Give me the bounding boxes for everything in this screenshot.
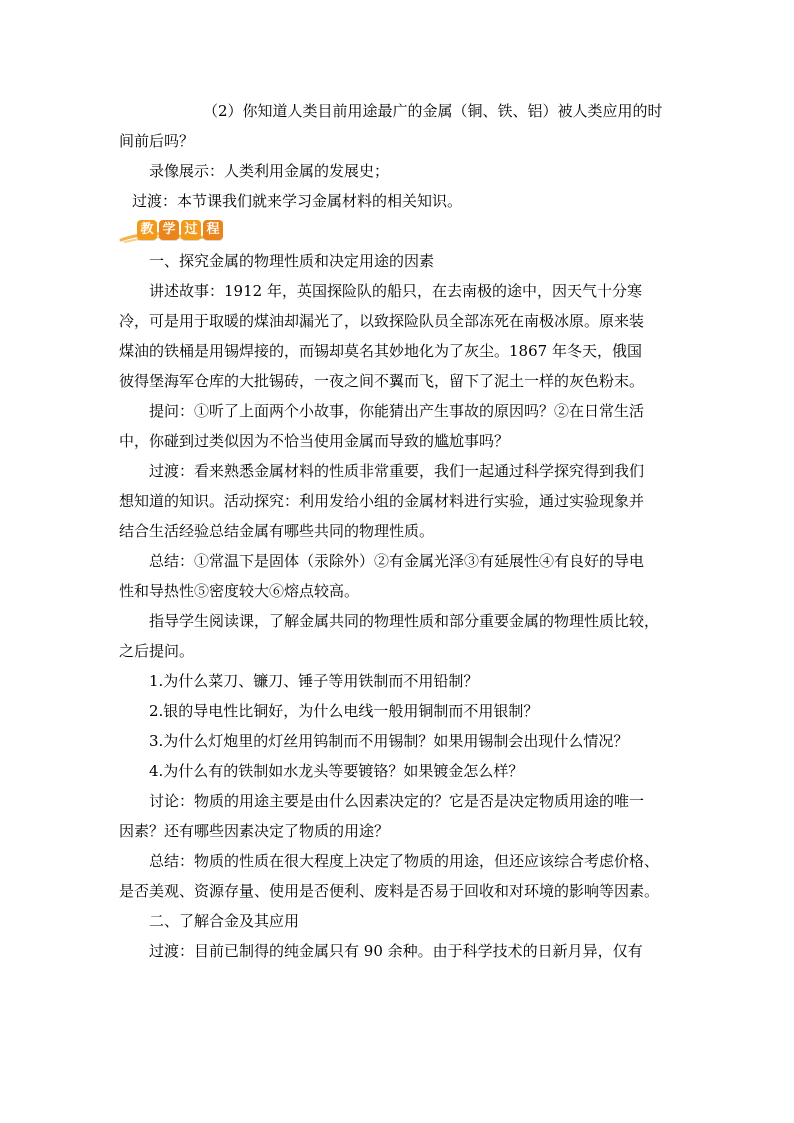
transition-2-line-1: 过渡：看来熟悉金属材料的性质非常重要，我们一起通过科学探究得到我们 <box>149 462 645 480</box>
summary-2-line-2: 是否美观、资源存量、使用是否便利、废料是否易于回收和对环境的影响等因素。 <box>119 882 660 900</box>
numbered-question-3: 3.为什么灯炮里的灯丝用钨制而不用锡制？如果用锡制会出现什么情况？ <box>149 732 629 750</box>
banner-char-2: 学 <box>159 220 179 240</box>
discussion-line-2: 因素？还有哪些因素决定了物质的用途？ <box>119 822 390 840</box>
banner-char-1: 教 <box>137 220 157 240</box>
story-line-1: 讲述故事：1912 年，英国探险队的船只，在去南极的途中，因天气十分寒 <box>149 282 642 300</box>
transition-2-line-3: 结合生活经验总结金属有哪些共同的物理性质。 <box>119 522 435 540</box>
section-2-heading: 二、了解合金及其应用 <box>149 912 300 930</box>
question-line-2: 中，你碰到过类似因为不恰当使用金属而导致的尴尬事吗？ <box>119 432 510 450</box>
summary-line-2: 性和导热性⑤密度较大⑥熔点较高。 <box>119 582 360 600</box>
banner-title <box>137 220 223 240</box>
guide-reading-line-1: 指导学生阅读课，了解金属共同的物理性质和部分重要金属的物理性质比较， <box>149 612 660 630</box>
guide-reading-line-2: 之后提问。 <box>119 642 195 660</box>
teaching-process-banner <box>119 216 674 246</box>
transition-2-line-2: 想知道的知识。活动探究：利用发给小组的金属材料进行实验，通过实验现象并 <box>119 492 645 510</box>
summary-line-1: 总结：①常温下是固体（汞除外）②有金属光泽③有延展性④有良好的导电 <box>149 552 645 570</box>
transition-line: 过渡：本节课我们就来学习金属材料的相关知识。 <box>132 192 463 210</box>
numbered-question-4: 4.为什么有的铁制如水龙头等要镀铬？如果镀金怎么样？ <box>149 762 524 780</box>
question-2-line-1: （2）你知道人类目前用途最广的金属（铜、铁、铝）被人类应用的时 <box>203 102 663 120</box>
numbered-question-2: 2.银的导电性比铜好，为什么电线一般用铜制而不用银制？ <box>149 702 539 720</box>
question-2-line-2: 间前后吗？ <box>119 132 195 150</box>
question-line-1: 提问：①听了上面两个小故事，你能猜出产生事故的原因吗？②在日常生活 <box>149 402 645 420</box>
section-1-heading: 一、探究金属的物理性质和决定用途的因素 <box>149 252 435 270</box>
discussion-line-1: 讨论：物质的用途主要是由什么因素决定的？它是否是决定物质用途的唯一 <box>149 792 645 810</box>
banner-char-4: 程 <box>203 220 223 240</box>
summary-2-line-1: 总结：物质的性质在很大程度上决定了物质的用途，但还应该综合考虑价格、 <box>149 852 660 870</box>
document-body <box>119 96 674 966</box>
story-line-3: 煤油的铁桶是用锡焊接的，而锡却莫名其妙地化为了灰尘。1867 年冬天，俄国 <box>119 342 642 360</box>
video-display-line: 录像展示：人类利用金属的发展史； <box>149 162 390 180</box>
banner-char-3: 过 <box>181 220 201 240</box>
story-line-2: 冷，可是用于取暖的煤油却漏光了，以致探险队员全部冻死在南极冰原。原来装 <box>119 312 645 330</box>
numbered-question-1: 1.为什么菜刀、镰刀、锤子等用铁制而不用铅制？ <box>149 672 479 690</box>
transition-3-line-1: 过渡：目前已制得的纯金属只有 90 余种。由于科学技术的日新月异，仅有 <box>149 942 643 960</box>
story-line-4: 彼得堡海军仓库的大批锡砖，一夜之间不翼而飞，留下了泥土一样的灰色粉末。 <box>119 372 645 390</box>
